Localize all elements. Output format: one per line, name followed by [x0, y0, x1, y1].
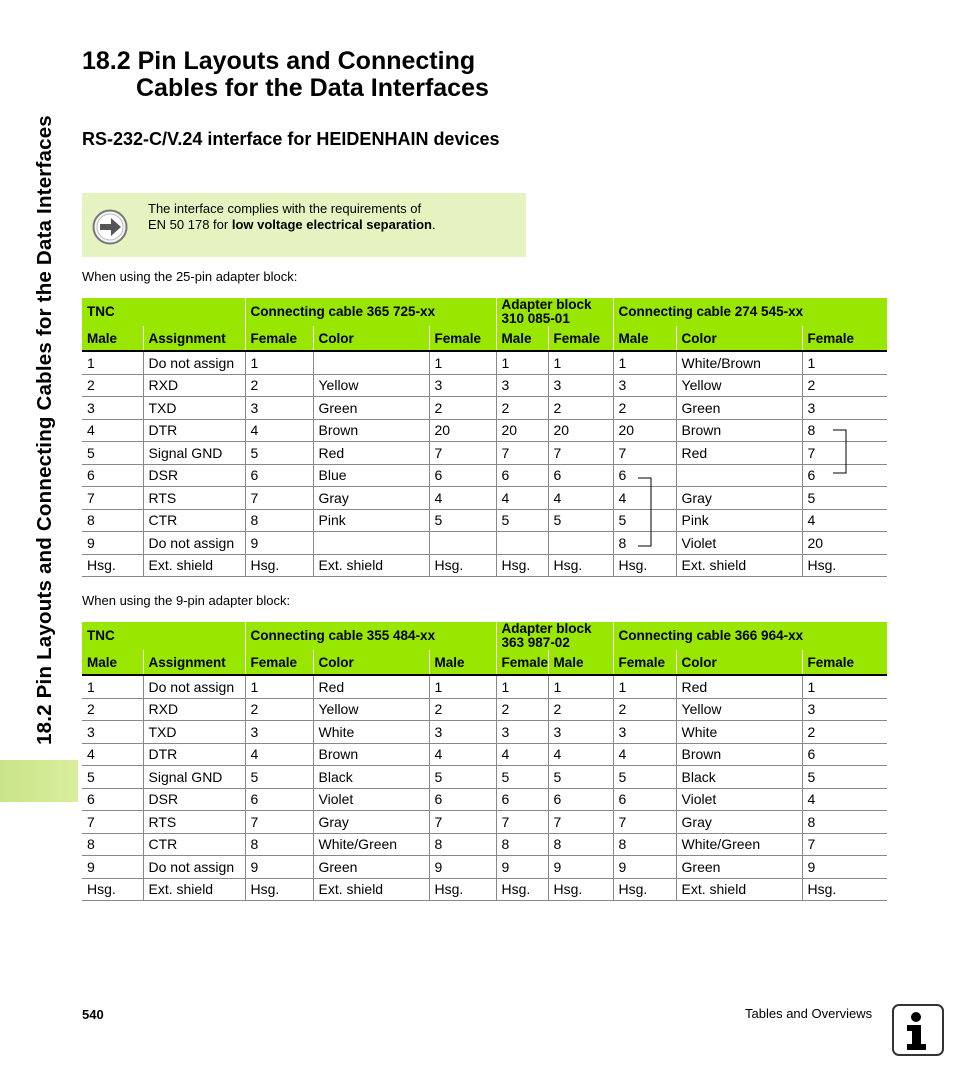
table-cell: 1: [802, 675, 887, 698]
column-header: Female: [245, 326, 313, 351]
table-cell: 8: [429, 833, 496, 856]
table-cell: 3: [429, 374, 496, 397]
table-cell: CTR: [143, 509, 245, 532]
table-cell: 5: [802, 766, 887, 789]
table-cell: Pink: [313, 509, 429, 532]
table-cell: 3: [802, 698, 887, 721]
table-cell: 4: [245, 743, 313, 766]
table-cell: 5: [429, 766, 496, 789]
table-cell: Brown: [313, 419, 429, 442]
table-cell: 4: [802, 509, 887, 532]
page-title-line1: 18.2 Pin Layouts and Connecting: [82, 47, 476, 75]
column-header: Female: [245, 650, 313, 675]
column-header: Female: [429, 326, 496, 351]
group-header-tnc: TNC: [82, 622, 245, 650]
table-cell: Do not assign: [143, 532, 245, 555]
table-cell: 5: [548, 509, 613, 532]
table-cell: 9: [245, 856, 313, 879]
table-cell: Ext. shield: [313, 554, 429, 577]
table-cell: Hsg.: [548, 878, 613, 901]
table-cell: 1: [548, 675, 613, 698]
table-cell: 2: [429, 397, 496, 420]
table-cell: Hsg.: [548, 554, 613, 577]
table-cell: 6: [82, 788, 143, 811]
table-cell: 6: [613, 788, 676, 811]
table-cell: Yellow: [676, 698, 802, 721]
section-subheading: RS-232-C/V.24 interface for HEIDENHAIN devices: [82, 129, 500, 149]
table-cell: 3: [429, 721, 496, 744]
table-cell: 6: [613, 464, 676, 487]
group-header-cable: Connecting cable 366 964-xx: [613, 622, 887, 650]
table-cell: 3: [245, 397, 313, 420]
table-cell: 5: [613, 509, 676, 532]
table-cell: 1: [496, 351, 548, 374]
table-cell: 5: [496, 509, 548, 532]
table-cell: 7: [245, 811, 313, 834]
table-cell: 8: [82, 833, 143, 856]
pin-table-9-pin: [82, 622, 887, 901]
table-cell: Do not assign: [143, 856, 245, 879]
table-cell: Hsg.: [613, 554, 676, 577]
table-cell: 1: [245, 675, 313, 698]
table-cell: Ext. shield: [143, 878, 245, 901]
table-cell: Do not assign: [143, 351, 245, 374]
table-row: [82, 675, 887, 698]
table-cell: 7: [429, 442, 496, 465]
table-cell: White/Green: [313, 833, 429, 856]
table-cell: 2: [429, 698, 496, 721]
table-cell: 2: [245, 698, 313, 721]
group-header-adapter: Adapter block 363 987-02: [496, 622, 613, 650]
table-cell: 4: [82, 743, 143, 766]
table-cell: 8: [802, 811, 887, 834]
table-cell: 4: [613, 743, 676, 766]
column-header: Female: [548, 326, 613, 351]
table-cell: 8: [613, 532, 676, 555]
column-header: Female: [802, 650, 887, 675]
table1-caption: When using the 25-pin adapter block:: [82, 269, 298, 284]
table-cell: 9: [429, 856, 496, 879]
table-cell: 4: [245, 419, 313, 442]
column-header: Color: [313, 650, 429, 675]
side-section-title: 18.2 Pin Layouts and Connecting Cables for the Data Interfaces: [33, 115, 56, 745]
table-cell: Yellow: [313, 374, 429, 397]
table-cell: 6: [802, 743, 887, 766]
table-cell: 3: [496, 374, 548, 397]
table-row: [82, 788, 887, 811]
table-cell: 20: [496, 419, 548, 442]
table-cell: 7: [802, 833, 887, 856]
table-cell: 3: [548, 374, 613, 397]
table-cell: 5: [613, 766, 676, 789]
table-cell: Ext. shield: [313, 878, 429, 901]
column-header: Female: [613, 650, 676, 675]
table-cell: Do not assign: [143, 675, 245, 698]
group-header-cable: Connecting cable 365 725-xx: [245, 298, 496, 326]
table-cell: 5: [245, 442, 313, 465]
table-cell: 8: [496, 833, 548, 856]
table-cell: Hsg.: [245, 878, 313, 901]
table-cell: 1: [429, 351, 496, 374]
table-cell: 2: [802, 374, 887, 397]
table-cell: 6: [245, 464, 313, 487]
table-cell: 4: [429, 487, 496, 510]
table-cell: 8: [245, 509, 313, 532]
table-cell: Brown: [676, 743, 802, 766]
column-header: Male: [548, 650, 613, 675]
table-cell: 6: [548, 464, 613, 487]
column-header: Color: [676, 326, 802, 351]
table-cell: DSR: [143, 464, 245, 487]
table-cell: 4: [496, 743, 548, 766]
table-cell: 4: [613, 487, 676, 510]
table-cell: 20: [613, 419, 676, 442]
table-cell: 1: [613, 675, 676, 698]
table-cell: 2: [496, 698, 548, 721]
table-cell: Red: [676, 442, 802, 465]
table-cell: 7: [245, 487, 313, 510]
table-cell: 3: [245, 721, 313, 744]
table-cell: 2: [245, 374, 313, 397]
table-cell: 2: [82, 698, 143, 721]
table-row: [82, 811, 887, 834]
table-row: [82, 856, 887, 879]
table-cell: 9: [82, 856, 143, 879]
table-cell: 7: [496, 442, 548, 465]
table-cell: 9: [802, 856, 887, 879]
table-cell: Red: [676, 675, 802, 698]
table2-caption: When using the 9-pin adapter block:: [82, 593, 291, 608]
table-cell: White/Green: [676, 833, 802, 856]
table-cell: 2: [802, 721, 887, 744]
table-cell: 2: [548, 397, 613, 420]
info-icon-glyph: [894, 1006, 942, 1054]
table-cell: Green: [676, 397, 802, 420]
group-header-adapter: Adapter block 310 085-01: [496, 298, 613, 326]
table-cell: Hsg.: [802, 878, 887, 901]
page-title-line2: Cables for the Data Interfaces: [136, 74, 489, 102]
table-cell: 8: [548, 833, 613, 856]
table-cell: Ext. shield: [676, 878, 802, 901]
table-cell: 9: [496, 856, 548, 879]
table-cell: 2: [613, 397, 676, 420]
table-cell: Violet: [676, 788, 802, 811]
table-cell: 1: [82, 351, 143, 374]
table-cell: Hsg.: [496, 554, 548, 577]
table-cell: 7: [82, 487, 143, 510]
table-cell: 1: [496, 675, 548, 698]
table-cell: 8: [613, 833, 676, 856]
table-cell: Hsg.: [613, 878, 676, 901]
column-header: Female: [496, 650, 548, 675]
column-header: Color: [313, 326, 429, 351]
table-cell: Hsg.: [429, 554, 496, 577]
group-header-cable: Connecting cable 355 484-xx: [245, 622, 496, 650]
table-cell: 3: [82, 397, 143, 420]
table-cell: CTR: [143, 833, 245, 856]
table-cell: 6: [429, 464, 496, 487]
table-cell: Green: [313, 397, 429, 420]
table-cell: Pink: [676, 509, 802, 532]
table-cell: 2: [548, 698, 613, 721]
table-cell: Ext. shield: [143, 554, 245, 577]
table-cell: Hsg.: [429, 878, 496, 901]
table-cell: 7: [613, 811, 676, 834]
table-cell: 4: [82, 419, 143, 442]
table-cell: 7: [613, 442, 676, 465]
table-cell: RTS: [143, 487, 245, 510]
table-cell: 6: [496, 788, 548, 811]
table-cell: 6: [245, 788, 313, 811]
page-number: 540: [82, 1007, 104, 1022]
table-cell: White: [313, 721, 429, 744]
table-cell: 2: [82, 374, 143, 397]
column-header: Color: [676, 650, 802, 675]
table-cell: Hsg.: [245, 554, 313, 577]
table-cell: Violet: [313, 788, 429, 811]
table-cell: 4: [802, 788, 887, 811]
table-cell: 7: [548, 811, 613, 834]
table-cell: 6: [802, 464, 887, 487]
table-cell: 5: [802, 487, 887, 510]
table-cell: 4: [548, 743, 613, 766]
table-cell: 5: [82, 442, 143, 465]
table-cell: 3: [802, 397, 887, 420]
table-cell: 4: [548, 487, 613, 510]
table-cell: 1: [82, 675, 143, 698]
table-cell: 9: [245, 532, 313, 555]
column-header: Male: [429, 650, 496, 675]
table-cell: Gray: [313, 487, 429, 510]
table-cell: Brown: [676, 419, 802, 442]
column-header: Female: [802, 326, 887, 351]
table-cell: 7: [82, 811, 143, 834]
column-header: Male: [82, 326, 143, 351]
column-header: Male: [613, 326, 676, 351]
table-cell: 1: [613, 351, 676, 374]
table-row: [82, 743, 887, 766]
table-cell: 6: [82, 464, 143, 487]
table-cell: White: [676, 721, 802, 744]
table-cell: TXD: [143, 721, 245, 744]
table-cell: 7: [802, 442, 887, 465]
table-cell: 6: [429, 788, 496, 811]
table-cell: Red: [313, 675, 429, 698]
table-cell: 1: [548, 351, 613, 374]
table-cell: Blue: [313, 464, 429, 487]
info-icon: [892, 1004, 944, 1056]
table-cell: 3: [613, 374, 676, 397]
table-cell: DTR: [143, 743, 245, 766]
table-cell: 1: [245, 351, 313, 374]
table-cell: 1: [429, 675, 496, 698]
group-header-tnc: TNC: [82, 298, 245, 326]
table-cell: 8: [245, 833, 313, 856]
table-cell: 9: [82, 532, 143, 555]
table-cell: 8: [82, 509, 143, 532]
column-header: Assignment: [143, 650, 245, 675]
table-cell: 4: [496, 487, 548, 510]
table-cell: Gray: [313, 811, 429, 834]
table-cell: 3: [613, 721, 676, 744]
table-cell: Yellow: [676, 374, 802, 397]
table-cell: Black: [676, 766, 802, 789]
table-cell: Hsg.: [496, 878, 548, 901]
footer-section-name: Tables and Overviews: [745, 1006, 873, 1021]
table-cell: 2: [496, 397, 548, 420]
table-cell: 1: [802, 351, 887, 374]
table-cell: 3: [548, 721, 613, 744]
group-header-cable: Connecting cable 274 545-xx: [613, 298, 887, 326]
table-cell: 6: [496, 464, 548, 487]
table-cell: Gray: [676, 487, 802, 510]
table-row: [82, 721, 887, 744]
table-cell: 7: [496, 811, 548, 834]
table-cell: RXD: [143, 698, 245, 721]
table-row: [82, 833, 887, 856]
table-cell: Green: [676, 856, 802, 879]
table-cell: Hsg.: [82, 554, 143, 577]
table-cell: Ext. shield: [676, 554, 802, 577]
table-cell: 5: [548, 766, 613, 789]
table-cell: TXD: [143, 397, 245, 420]
column-header: Assignment: [143, 326, 245, 351]
table-cell: 7: [429, 811, 496, 834]
table-cell: 4: [429, 743, 496, 766]
table-cell: 5: [429, 509, 496, 532]
table-cell: 5: [496, 766, 548, 789]
table-cell: 8: [802, 419, 887, 442]
table-cell: 9: [548, 856, 613, 879]
table-row: [82, 698, 887, 721]
table-cell: 2: [613, 698, 676, 721]
table-cell: 5: [82, 766, 143, 789]
table-cell: Green: [313, 856, 429, 879]
table-cell: RTS: [143, 811, 245, 834]
table-cell: 7: [548, 442, 613, 465]
table-cell: Brown: [313, 743, 429, 766]
table-cell: 3: [82, 721, 143, 744]
table-cell: 9: [613, 856, 676, 879]
table-cell: Yellow: [313, 698, 429, 721]
table-cell: Hsg.: [802, 554, 887, 577]
table-cell: White/Brown: [676, 351, 802, 374]
table-cell: Violet: [676, 532, 802, 555]
table-cell: Signal GND: [143, 766, 245, 789]
note-text: The interface complies with the requirements of EN 50 178 for low voltage electrical separation.: [148, 201, 436, 232]
table-cell: 20: [548, 419, 613, 442]
table-cell: 20: [429, 419, 496, 442]
table-cell: 6: [548, 788, 613, 811]
column-header: Male: [82, 650, 143, 675]
table-cell: 5: [245, 766, 313, 789]
table-row: [82, 878, 887, 901]
table-cell: DSR: [143, 788, 245, 811]
table-cell: 20: [802, 532, 887, 555]
column-header: Male: [496, 326, 548, 351]
table-cell: Red: [313, 442, 429, 465]
table-row: [82, 766, 887, 789]
table-cell: RXD: [143, 374, 245, 397]
table-cell: Signal GND: [143, 442, 245, 465]
table-cell: Hsg.: [82, 878, 143, 901]
table-cell: Gray: [676, 811, 802, 834]
table-cell: 3: [496, 721, 548, 744]
table-cell: DTR: [143, 419, 245, 442]
table-cell: Black: [313, 766, 429, 789]
